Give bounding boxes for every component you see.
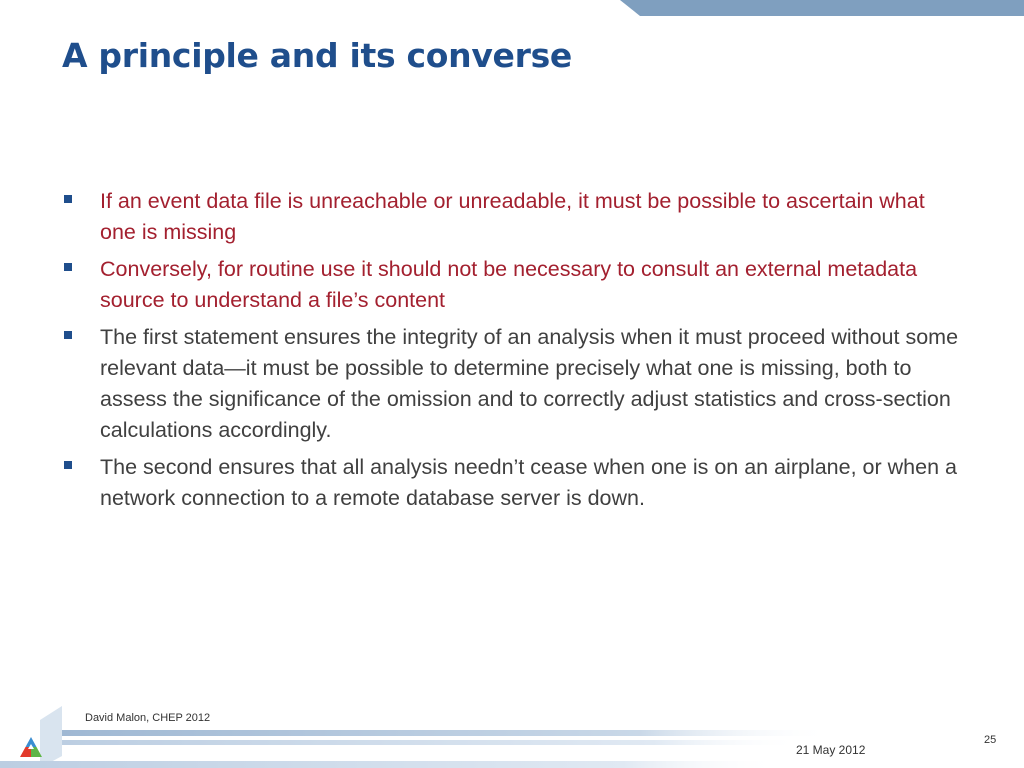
bullet-list bbox=[62, 186, 962, 520]
bullet-text: The second ensures that all analysis needn’t cease when one is on an airplane, or when a network connection to a remote database server is down. bbox=[100, 455, 957, 510]
square-bullet-icon bbox=[64, 461, 72, 469]
footer-date: 21 May 2012 bbox=[796, 743, 866, 757]
slide-title: A principle and its converse bbox=[62, 36, 573, 75]
footer-author: David Malon, CHEP 2012 bbox=[85, 712, 211, 724]
bullet-item-2 bbox=[62, 254, 962, 316]
bullet-text: If an event data file is unreachable or unreadable, it must be possible to ascertain what one is missing bbox=[100, 189, 925, 244]
slide-number: 25 bbox=[984, 734, 997, 746]
argonne-triangle-logo-icon bbox=[18, 735, 44, 761]
bullet-item-3 bbox=[62, 322, 962, 446]
bullet-text: Conversely, for routine use it should not be necessary to consult an external metadata source to understand a file’s content bbox=[100, 257, 918, 312]
square-bullet-icon bbox=[64, 263, 72, 271]
square-bullet-icon bbox=[64, 331, 72, 339]
top-decorative-band bbox=[0, 0, 1024, 20]
bullet-item-4 bbox=[62, 452, 962, 514]
bullet-item-1 bbox=[62, 186, 962, 248]
square-bullet-icon bbox=[64, 195, 72, 203]
bullet-text: The first statement ensures the integrity of an analysis when it must proceed without some relevant data—it must be possible to determine precisely what one is missing, both to assess the significance of the omission and to correctly adjust statistics and cross-section calculations accordingly. bbox=[100, 325, 959, 442]
